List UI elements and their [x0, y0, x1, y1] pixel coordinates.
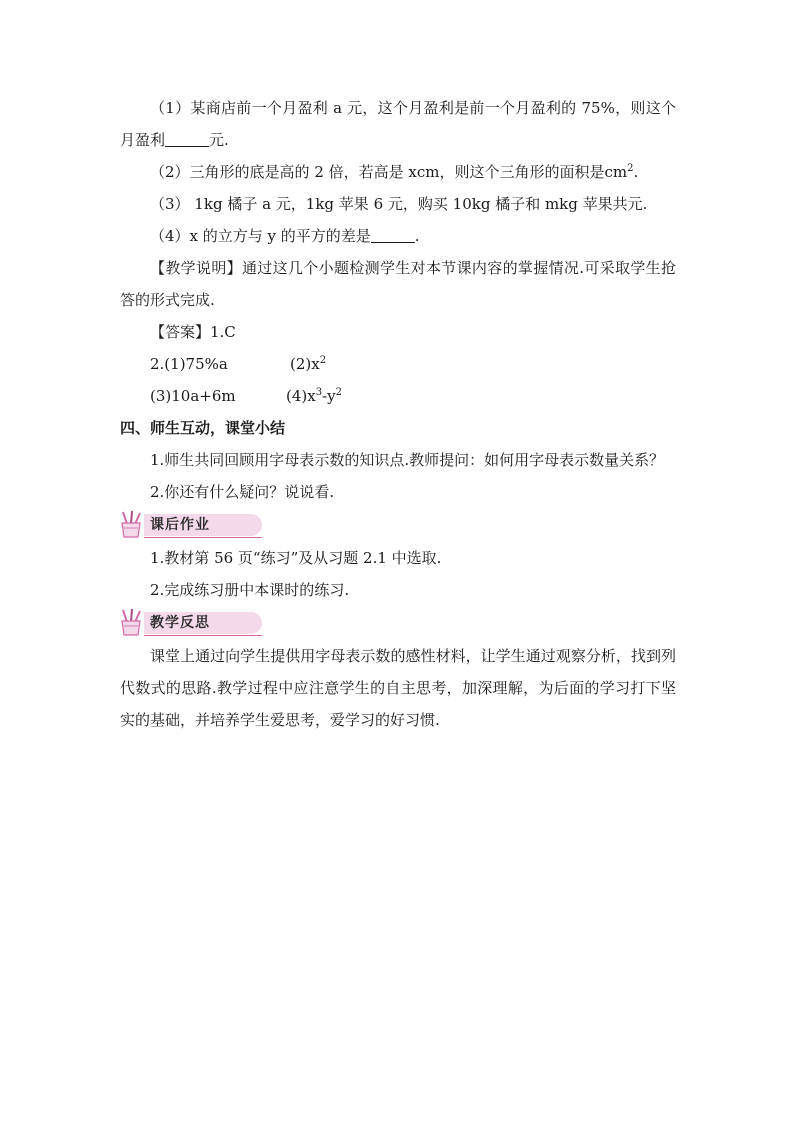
question-4: [120, 220, 676, 252]
reflection-banner-underline: [144, 635, 262, 636]
homework-banner: [120, 510, 676, 540]
question-2-unit-sup: 2: [627, 163, 634, 174]
reflection-text: 课堂上通过向学生提供用字母表示数的感性材料，让学生通过观察分析，找到列代数式的思路.教学过程中应注意学生的自主思考，加深理解，为后面的学习打下坚实的基础，并培养学生爱思考，爱学习的好习惯.: [120, 647, 676, 729]
teaching-note: 【教学说明】通过这几个小题检测学生对本节课内容的掌握情况.可采取学生抢答的形式完成.: [120, 259, 676, 309]
question-2-end: .: [633, 163, 639, 181]
document-page: [120, 92, 676, 736]
question-4-end: .: [414, 227, 420, 245]
answer-label: 【答案】1.C: [150, 323, 236, 341]
reflection-banner: [120, 608, 676, 638]
answer-4: $(4)x^3-y^2$: [286, 387, 343, 405]
section-4-item-2: 2.你还有什么疑问？说说看.: [150, 483, 335, 501]
question-4-text: （4）x 的立方与 y 的平方的差是: [150, 227, 371, 245]
section-4-item-1: 1.师生共同回顾用字母表示数的知识点.教师提问：如何用字母表示数量关系？: [150, 451, 665, 469]
question-2: [120, 156, 676, 188]
answer-blank: [165, 130, 209, 147]
homework-banner-label: 课后作业: [144, 514, 262, 536]
question-3-text: （3） 1kg 橘子 a 元，1kg 苹果 6 元，购买 10kg 橘子和 mkg 苹果共: [150, 195, 628, 213]
question-3: [120, 188, 676, 220]
answer-1: 2.(1)75%a: [150, 355, 228, 373]
question-1: [120, 92, 676, 156]
answer-row-1: [120, 348, 676, 380]
answer-row-2: [120, 380, 676, 412]
answer-2: $(2)x^2$: [290, 355, 327, 373]
question-2-unit: cm: [604, 163, 628, 181]
homework-item-2: 2.完成练习册中本课时的练习.: [150, 581, 350, 599]
homework-banner-underline: [144, 537, 262, 538]
question-1-text: （1）某商店前一个月盈利 a 元，这个月盈利是前一个月盈利的 75%，则这个月盈利: [120, 99, 676, 149]
answer-blank: [371, 226, 415, 243]
pencil-cup-icon: [118, 608, 144, 636]
question-2-text: （2）三角形的底是高的 2 倍，若高是 xcm，则这个三角形的面积是: [150, 163, 605, 181]
answer-3: (3)10a+6m: [150, 387, 236, 405]
section-4-title: 四、师生互动，课堂小结: [120, 419, 286, 437]
homework-item-1: 1.教材第 56 页“练习”及从习题 2.1 中选取.: [150, 549, 442, 567]
pencil-cup-icon: [118, 510, 144, 538]
question-3-end: 元.: [627, 195, 648, 213]
question-1-end: 元.: [209, 131, 229, 149]
reflection-banner-label: 教学反思: [144, 612, 262, 634]
